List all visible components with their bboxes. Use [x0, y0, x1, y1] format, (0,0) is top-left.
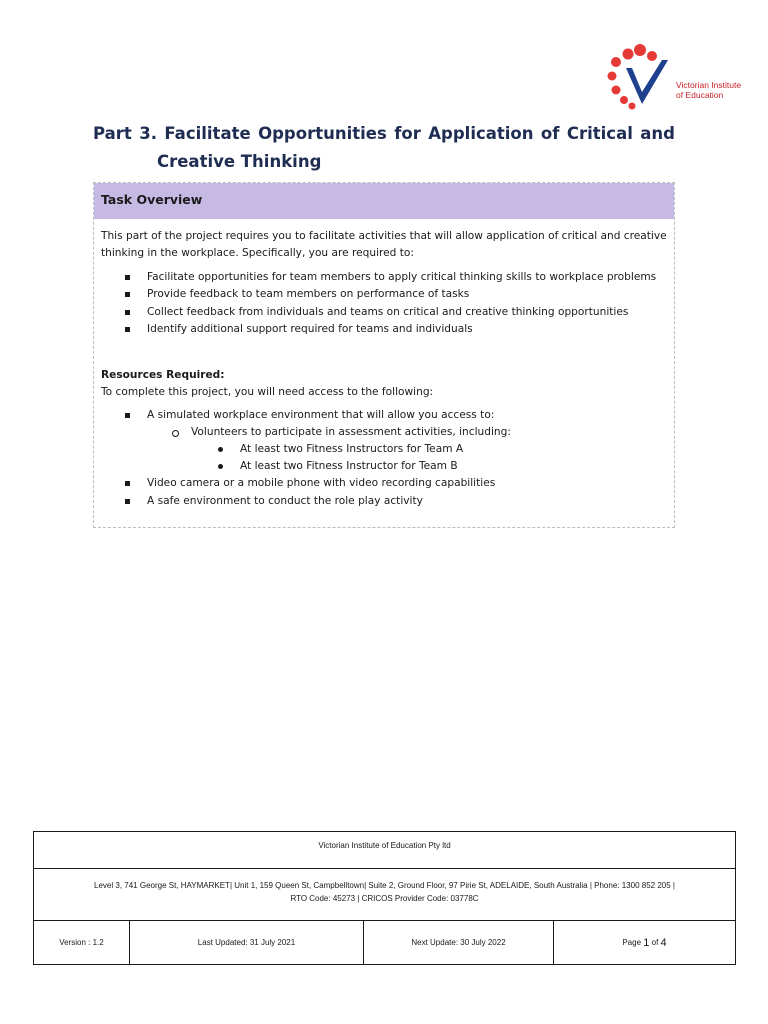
title-word: 3.: [139, 124, 157, 143]
list-item: Volunteers to participate in assessment activities, including:: [101, 424, 667, 441]
title-word: of: [540, 124, 560, 143]
task-overview-box: [93, 182, 675, 528]
list-item: Facilitate opportunities for team members to apply critical thinking skills to workplace problems: [101, 269, 667, 286]
footer-table: [33, 831, 736, 965]
page-label: Page: [622, 938, 642, 947]
footer-meta-row: [34, 921, 735, 964]
title-line1: [93, 120, 675, 148]
footer-next-update: Next Update: 30 July 2022: [364, 921, 554, 964]
title-line2: Creative Thinking: [157, 152, 322, 171]
title-word: for: [394, 124, 421, 143]
list-item: Collect feedback from individuals and teams on critical and creative thinking opportunities: [101, 304, 667, 321]
footer-address-line1: Level 3, 741 George St, HAYMARKET| Unit 1, 159 Queen St, Campbelltown| Suite 2, Ground Floor, 97 Pirie St, ADELAIDE, South Australia | Phone: 1300 852 205 |: [94, 881, 675, 890]
page-title: [93, 120, 675, 176]
title-word: Opportunities: [258, 124, 387, 143]
list-item: Video camera or a mobile phone with video recording capabilities: [101, 475, 667, 492]
logo-text-line1: Victorian Institute: [676, 80, 742, 90]
list-item: At least two Fitness Instructors for Team A: [101, 441, 667, 458]
footer-version: Version : 1.2: [34, 921, 130, 964]
resources-sublist: [101, 424, 667, 441]
list-item: A safe environment to conduct the role play activity: [101, 493, 667, 510]
footer-company: Victorian Institute of Education Pty ltd: [34, 832, 735, 869]
logo-text-line2: of Education: [676, 90, 724, 100]
list-item: Provide feedback to team members on performance of tasks: [101, 286, 667, 303]
title-word: Application: [428, 124, 534, 143]
page-total: 4: [660, 936, 667, 949]
footer-address-line2: RTO Code: 45273 | CRICOS Provider Code: 03778C: [290, 894, 479, 903]
page-of: of: [651, 938, 659, 947]
title-word: Critical: [566, 124, 633, 143]
footer-page-number: [554, 921, 735, 964]
logo-text: [676, 80, 766, 100]
resources-intro: To complete this project, you will need access to the following:: [101, 386, 434, 399]
resources-heading: Resources Required:: [101, 369, 225, 382]
list-item: At least two Fitness Instructor for Team B: [101, 458, 667, 475]
task-intro: This part of the project requires you to facilitate activities that will allow application of critical and creative thinking in the workplace. Specifically, you are required to:: [101, 230, 667, 259]
page-current: 1: [643, 936, 650, 949]
resources-subsublist: [101, 441, 667, 475]
footer-last-updated: Last Updated: 31 July 2021: [130, 921, 364, 964]
resources-list-2: [101, 475, 667, 510]
title-word: Part: [93, 124, 132, 143]
task-list: [101, 269, 667, 338]
footer-address: [34, 869, 735, 921]
logo-mark-icon: [604, 44, 684, 116]
list-item: A simulated workplace environment that will allow you access to:: [101, 407, 667, 424]
task-overview-heading: Task Overview: [94, 183, 674, 219]
title-word: Facilitate: [164, 124, 251, 143]
task-overview-body: [94, 219, 674, 519]
resources-list: [101, 407, 667, 424]
title-word: and: [640, 124, 675, 143]
list-item: Identify additional support required for teams and individuals: [101, 321, 667, 338]
